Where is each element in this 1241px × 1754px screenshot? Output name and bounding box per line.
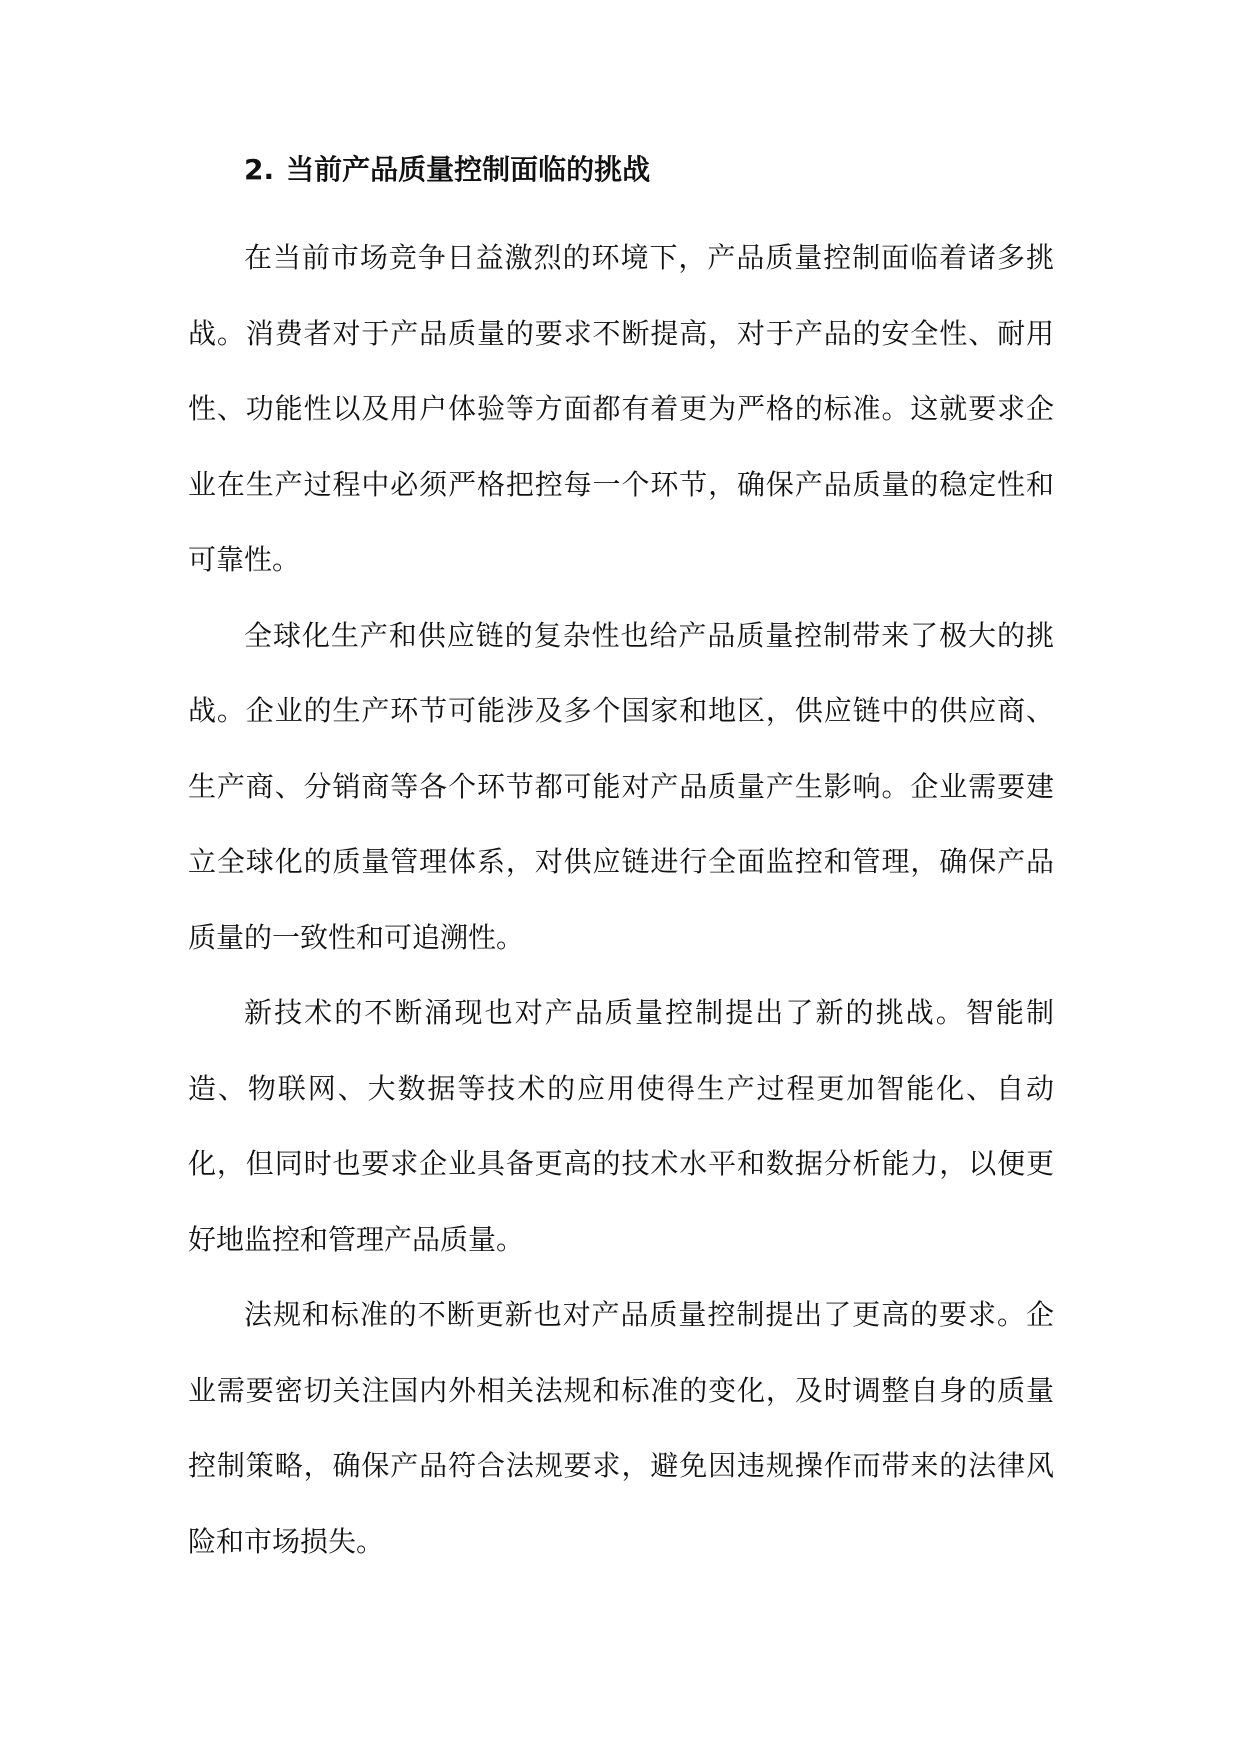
paragraph-regulations: 法规和标准的不断更新也对产品质量控制提出了更高的要求。企业需要密切关注国内外相关法规和标准的变化，及时调整自身的质量控制策略，确保产品符合法规要求，避免因违规操作而带来的法律风险和市场损失。 (188, 1298, 1054, 1558)
paragraph-global-supply-chain: 全球化生产和供应链的复杂性也给产品质量控制带来了极大的挑战。企业的生产环节可能涉及多个国家和地区，供应链中的供应商、生产商、分销商等各个环节都可能对产品质量产生影响。企业需要建立全球化的质量管理体系，对供应链进行全面监控和管理，确保产品质量的一致性和可追溯性。 (188, 618, 1054, 954)
section-number: 2. (244, 153, 275, 186)
paragraph-new-technology: 新技术的不断涌现也对产品质量控制提出了新的挑战。智能制造、物联网、大数据等技术的应用使得生产过程更加智能化、自动化，但同时也要求企业具备更高的技术水平和数据分析能力，以便更好地监控和管理产品质量。 (188, 996, 1054, 1256)
body-text (188, 220, 1054, 1579)
paragraph-consumer-demands: 在当前市场竞争日益激烈的环境下，产品质量控制面临着诸多挑战。消费者对于产品质量的要求不断提高，对于产品的安全性、耐用性、功能性以及用户体验等方面都有着更为严格的标准。这就要求企业在生产过程中必须严格把控每一个环节，确保产品质量的稳定性和可靠性。 (188, 241, 1054, 576)
section-heading (244, 150, 650, 190)
section-title: 当前产品质量控制面临的挑战 (286, 153, 651, 186)
